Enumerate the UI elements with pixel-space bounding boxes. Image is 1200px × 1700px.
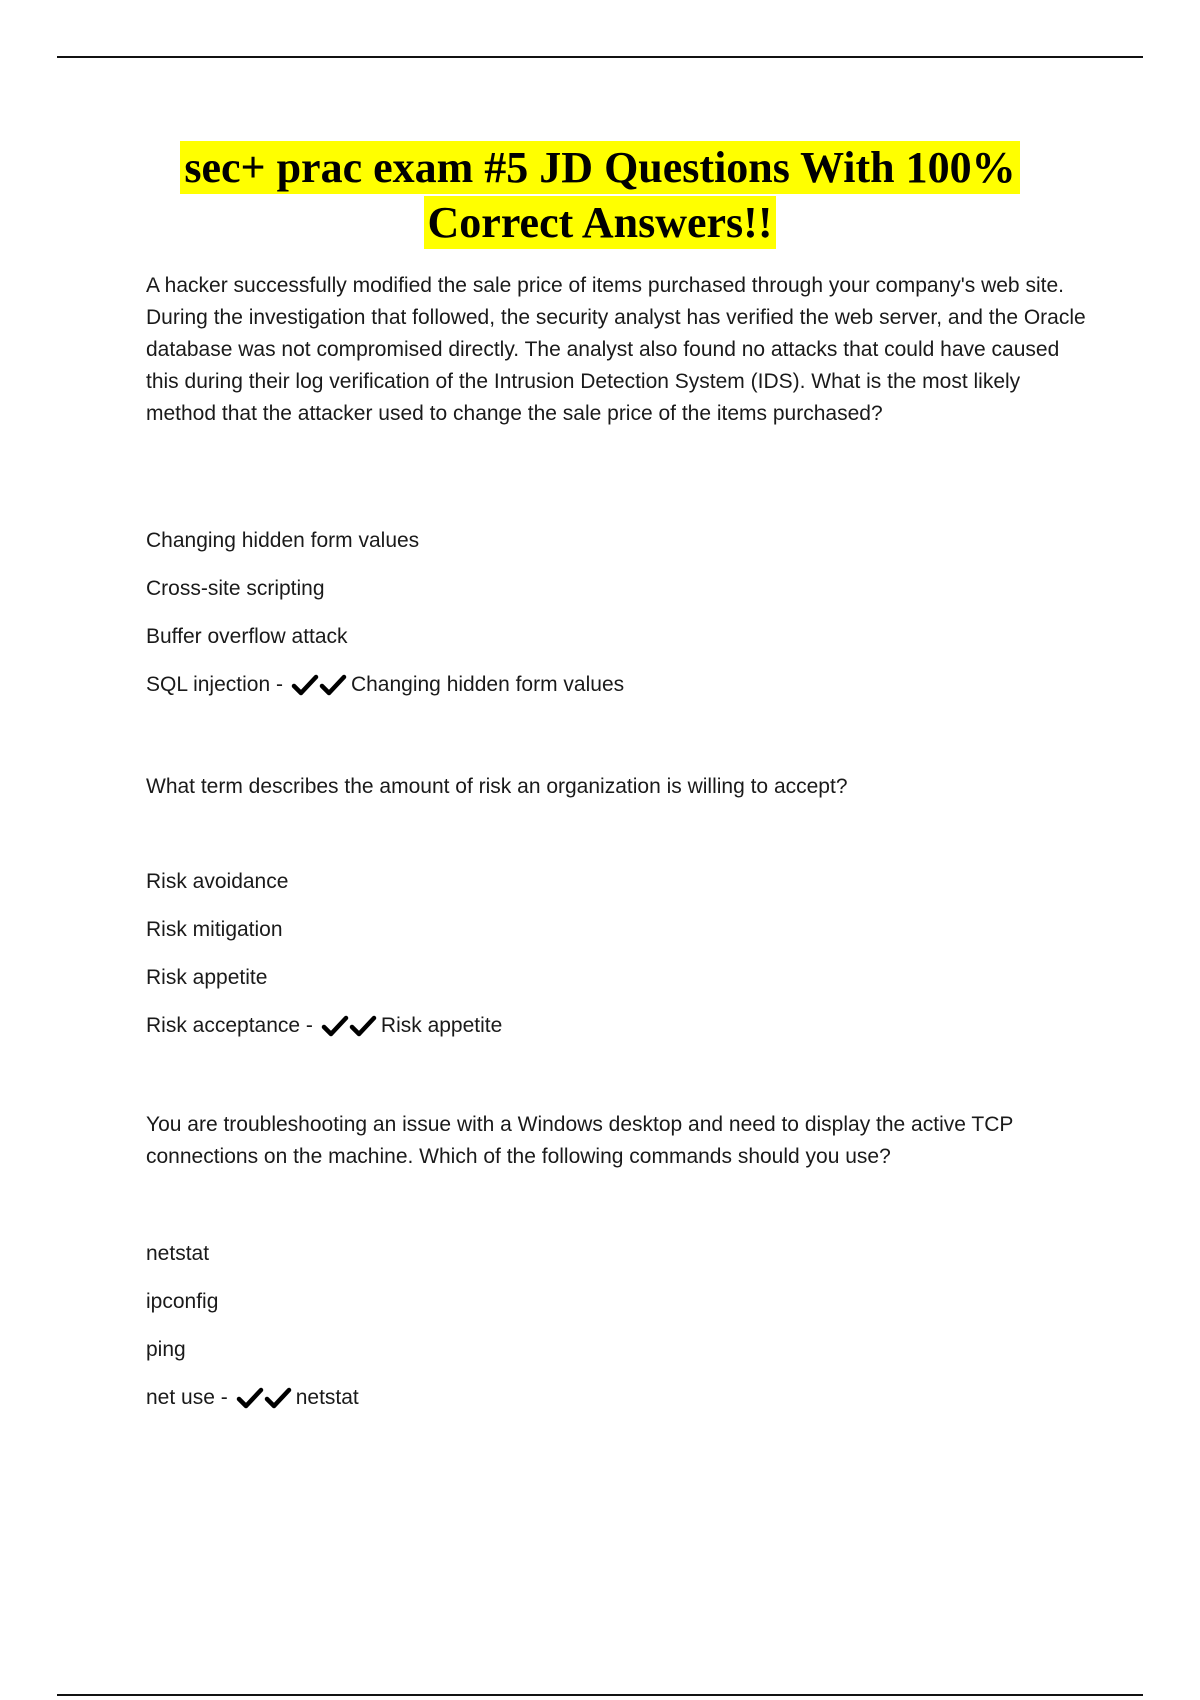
- check-icon: [319, 673, 347, 697]
- question-block-1: [146, 270, 1096, 430]
- check-icon: [264, 1386, 292, 1410]
- bottom-rule: [57, 1694, 1143, 1696]
- option-item: Cross-site scripting: [146, 577, 325, 600]
- options-block-3: [146, 1240, 1096, 1412]
- options-block-2: [146, 868, 1096, 1040]
- option-item: netstat: [146, 1242, 210, 1265]
- question-block-2: [146, 771, 1096, 803]
- check-marks: [236, 1386, 292, 1410]
- question-block-3: [146, 1109, 1096, 1173]
- answer-line: [146, 671, 1096, 699]
- title-line-1: sec+ prac exam #5 JD Questions With 100%: [180, 141, 1019, 194]
- answer-line: [146, 1384, 1096, 1412]
- last-option: Risk acceptance -: [146, 1014, 313, 1037]
- option-item: Risk appetite: [146, 966, 268, 989]
- check-icon: [349, 1014, 377, 1038]
- question-text: You are troubleshooting an issue with a Windows desktop and need to display the active TCP connections on the machine. Which of the following commands should you use?: [146, 1113, 1013, 1168]
- question-text: A hacker successfully modified the sale price of items purchased through your company's web site. During the investigation that followed, the security analyst has verified the web server, and the Oracle database was not compromised directly. The analyst also found no attacks that could have caused this during their log verification of the Intrusion Detection System (IDS). What is the most likely method that the attacker used to change the sale price of the items purchased?: [146, 274, 1086, 425]
- option-item: Risk avoidance: [146, 870, 289, 893]
- last-option: SQL injection -: [146, 673, 283, 696]
- option-item: Changing hidden form values: [146, 529, 420, 552]
- top-rule: [57, 56, 1143, 58]
- document-title: [100, 140, 1100, 250]
- check-icon: [321, 1014, 349, 1038]
- option-item: Buffer overflow attack: [146, 625, 348, 648]
- check-marks: [291, 673, 347, 697]
- option-item: ipconfig: [146, 1290, 219, 1313]
- correct-answer: Risk appetite: [380, 1014, 503, 1037]
- correct-answer: Changing hidden form values: [350, 673, 625, 696]
- check-icon: [291, 673, 319, 697]
- options-block-1: [146, 527, 1096, 699]
- question-text: What term describes the amount of risk an organization is willing to accept?: [146, 775, 848, 798]
- check-icon: [236, 1386, 264, 1410]
- check-marks: [321, 1014, 377, 1038]
- option-item: Risk mitigation: [146, 918, 283, 941]
- last-option: net use -: [146, 1386, 228, 1409]
- answer-line: [146, 1012, 1096, 1040]
- option-item: ping: [146, 1338, 186, 1361]
- correct-answer: netstat: [295, 1386, 359, 1409]
- title-line-2: Correct Answers!!: [424, 196, 777, 249]
